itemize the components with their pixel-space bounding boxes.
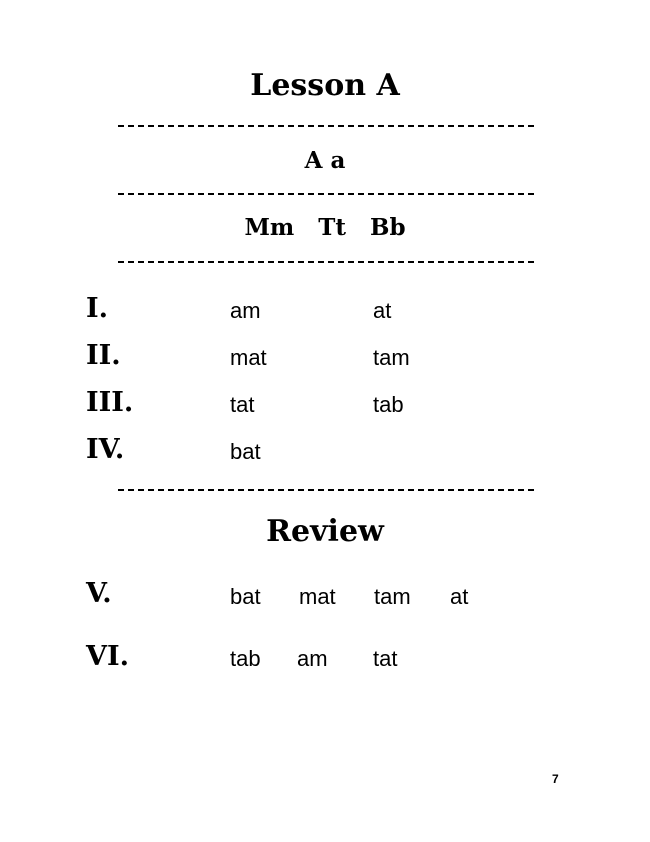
review-word: tab [230, 646, 261, 671]
review-word: bat [230, 584, 261, 609]
exercise-numeral: III. [86, 387, 134, 418]
review-word: tam [374, 584, 411, 609]
dashed-divider [118, 261, 534, 263]
review-numeral: VI. [86, 641, 129, 672]
exercise-word: mat [230, 345, 267, 370]
exercise-word: at [373, 298, 392, 323]
review-word: am [297, 646, 328, 671]
review-word: at [450, 584, 469, 609]
vowel-letters: A a [304, 147, 346, 174]
review-numeral: V. [86, 578, 112, 609]
exercise-word: bat [230, 439, 261, 464]
exercise-word: am [230, 298, 261, 323]
dashed-divider [118, 489, 534, 491]
exercise-numeral: I. [86, 293, 109, 324]
review-title: Review [266, 514, 384, 549]
review-word: mat [299, 584, 336, 609]
consonant-letters: Mm Tt Bb [244, 214, 406, 241]
review-word: tat [373, 646, 398, 671]
exercise-word: tam [373, 345, 410, 370]
exercise-numeral: II. [86, 340, 121, 371]
exercise-word: tab [373, 392, 404, 417]
dashed-divider [118, 193, 534, 195]
exercise-numeral: IV. [86, 434, 125, 465]
lesson-title: Lesson A [250, 68, 400, 103]
dashed-divider [118, 125, 534, 127]
page-number: 7 [552, 772, 559, 786]
exercise-word: tat [230, 392, 255, 417]
